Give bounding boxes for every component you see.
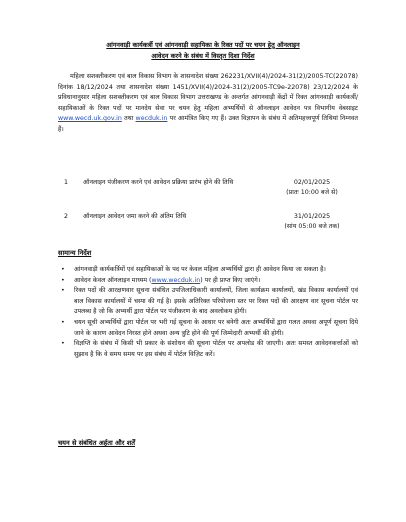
date-item-number: 2 <box>64 213 69 220</box>
title-line-2: आवेदन करने के संबंध में विस्तृत दिशा निर्देश <box>151 51 255 60</box>
date-item-last-date <box>58 212 358 234</box>
list-item-text: रिक्त पदों की आरक्षणवार सूचना संबंधित उपजिलाधिकारी कार्यालयों, जिला कार्यक्रम कार्यालयों, खंड विकास कार्यालयों एवं बाल विकास कार्यालयों में चस्पा की गई है। इसके अतिरिक्त परियोजना स्तर पर रिक्त पदों की आरक्षण वार सूचना पोर्टल पर उपलब्ध है जो कि अभ्यर्थी द्वारा पोर्टल पर पंजीकरण के बाद अवलोकय होगी। <box>74 287 358 316</box>
list-item <box>58 339 358 360</box>
general-instructions-heading: सामान्य निर्देश <box>58 249 92 257</box>
bullet-icon: • <box>61 276 65 284</box>
website-link[interactable]: www.wecduk.in <box>151 276 201 284</box>
date-time: (प्रातः 10:00 बजे से) <box>286 188 338 196</box>
intro-paragraph <box>58 72 358 136</box>
bullet-icon: • <box>61 287 65 295</box>
list-item-text: आंगनवाड़ी कार्यकर्त्रियों एवं सहायिकाओं के पद पर केवल महिला अभ्यर्थियों द्वारा ही आवेदन किया जा सकता है। <box>74 266 326 273</box>
list-item-text: आवेदन केवल ऑनलाइन माध्यम ( <box>74 276 152 284</box>
date-time: (सांय 05:00 बजे तक) <box>284 222 340 230</box>
list-item <box>58 265 358 276</box>
list-item <box>58 318 358 339</box>
date-item-label: ऑनलाइन आवेदन जमा करने की अंतिम तिथि <box>83 213 187 220</box>
website-link[interactable]: www.wecd.uk.gov.in <box>58 115 122 123</box>
date-value: 31/01/2025 <box>293 213 331 220</box>
intro-text-2: तथा <box>124 115 134 123</box>
intro-text-1: महिला सशक्तीकरण एवं बाल विकास विभाग के शासनादेश संख्या 262231/XVII(4)/2024-31(2)/2005-TC(22078) दिनांक 18/12/2024 तथा शासनादेश संख्या 1451/XVII(4)/2024-31(2)/2005-TC9e-22078) 23/12/2024 के प्रविधानानुसार महिला सशक्तीकरण एवं बाल विकास विभाग उत्तराखण्ड के अन्तर्गत आंगनवाड़ी केंद्रों में रिक्त आंगनवाड़ी कार्यकर्त्री/सहायिकाओं के रिक्त पदों पर मानदेय सेवा पर चयन हेतु महिला अभ्यर्थियों से ऑनलाइन आवेदन पत्र विभागीय वेबसाइट <box>58 73 358 112</box>
list-item-text: ) पर ही प्राप्त किए जाएंगे। <box>200 276 261 284</box>
list-item <box>58 286 358 318</box>
list-item <box>58 276 358 287</box>
date-item-number: 1 <box>64 179 69 186</box>
website-link-2[interactable]: wecduk.in <box>135 115 168 123</box>
date-item-registration <box>58 178 358 200</box>
date-item-value <box>272 178 352 197</box>
bullet-icon: • <box>61 340 65 348</box>
title-line-1: आंगनवाड़ी कार्यकर्त्री एवं आंगनवाड़ी सहायिका के रिक्त पदों पर चयन हेतु ऑनलाइन <box>106 41 300 49</box>
bullet-icon: • <box>61 318 65 326</box>
intro-text-3: पर आमंत्रित किए गए हैं। उक्त विज्ञापन के संबंध में अतिमहत्त्वपूर्ण तिथियां निम्नवत हैं। <box>58 115 358 133</box>
list-item-text: विज्ञप्ति के संबंध में किसी भी प्रकार के संशोधन की सूचना पोर्टल पर अपलोड की जाएगी। अतः समस्त आवेदनकर्त्ताओं को सुझाव है कि वे समय समय पर इस संबंध में पोर्टल विज़िट करें। <box>74 340 358 358</box>
date-item-label: ऑनलाइन पंजीकरण करने एवं आवेदन प्रक्रिया प्रारंभ होने की तिथि <box>83 179 234 186</box>
general-instructions-list <box>58 265 358 360</box>
eligibility-heading: चयन से संबंधित अर्हता और शर्तें <box>58 439 136 447</box>
page-title <box>40 40 366 61</box>
date-item-value <box>272 212 352 231</box>
date-value: 02/01/2025 <box>293 179 331 186</box>
bullet-icon: • <box>61 266 65 273</box>
list-item-text: चयन सूची अभ्यर्थियों द्वारा पोर्टल पर भरी गई सूचना के आधार पर बनेगी अतः अभ्यर्थियों द्वारा गलत अथवा अपूर्ण सूचना दिये जाने के कारण आवेदन निरस्त होने अथवा अन्य त्रुटि होने की पूर्ण जिम्मेदारी अभ्यर्थी की होगी। <box>74 318 358 337</box>
